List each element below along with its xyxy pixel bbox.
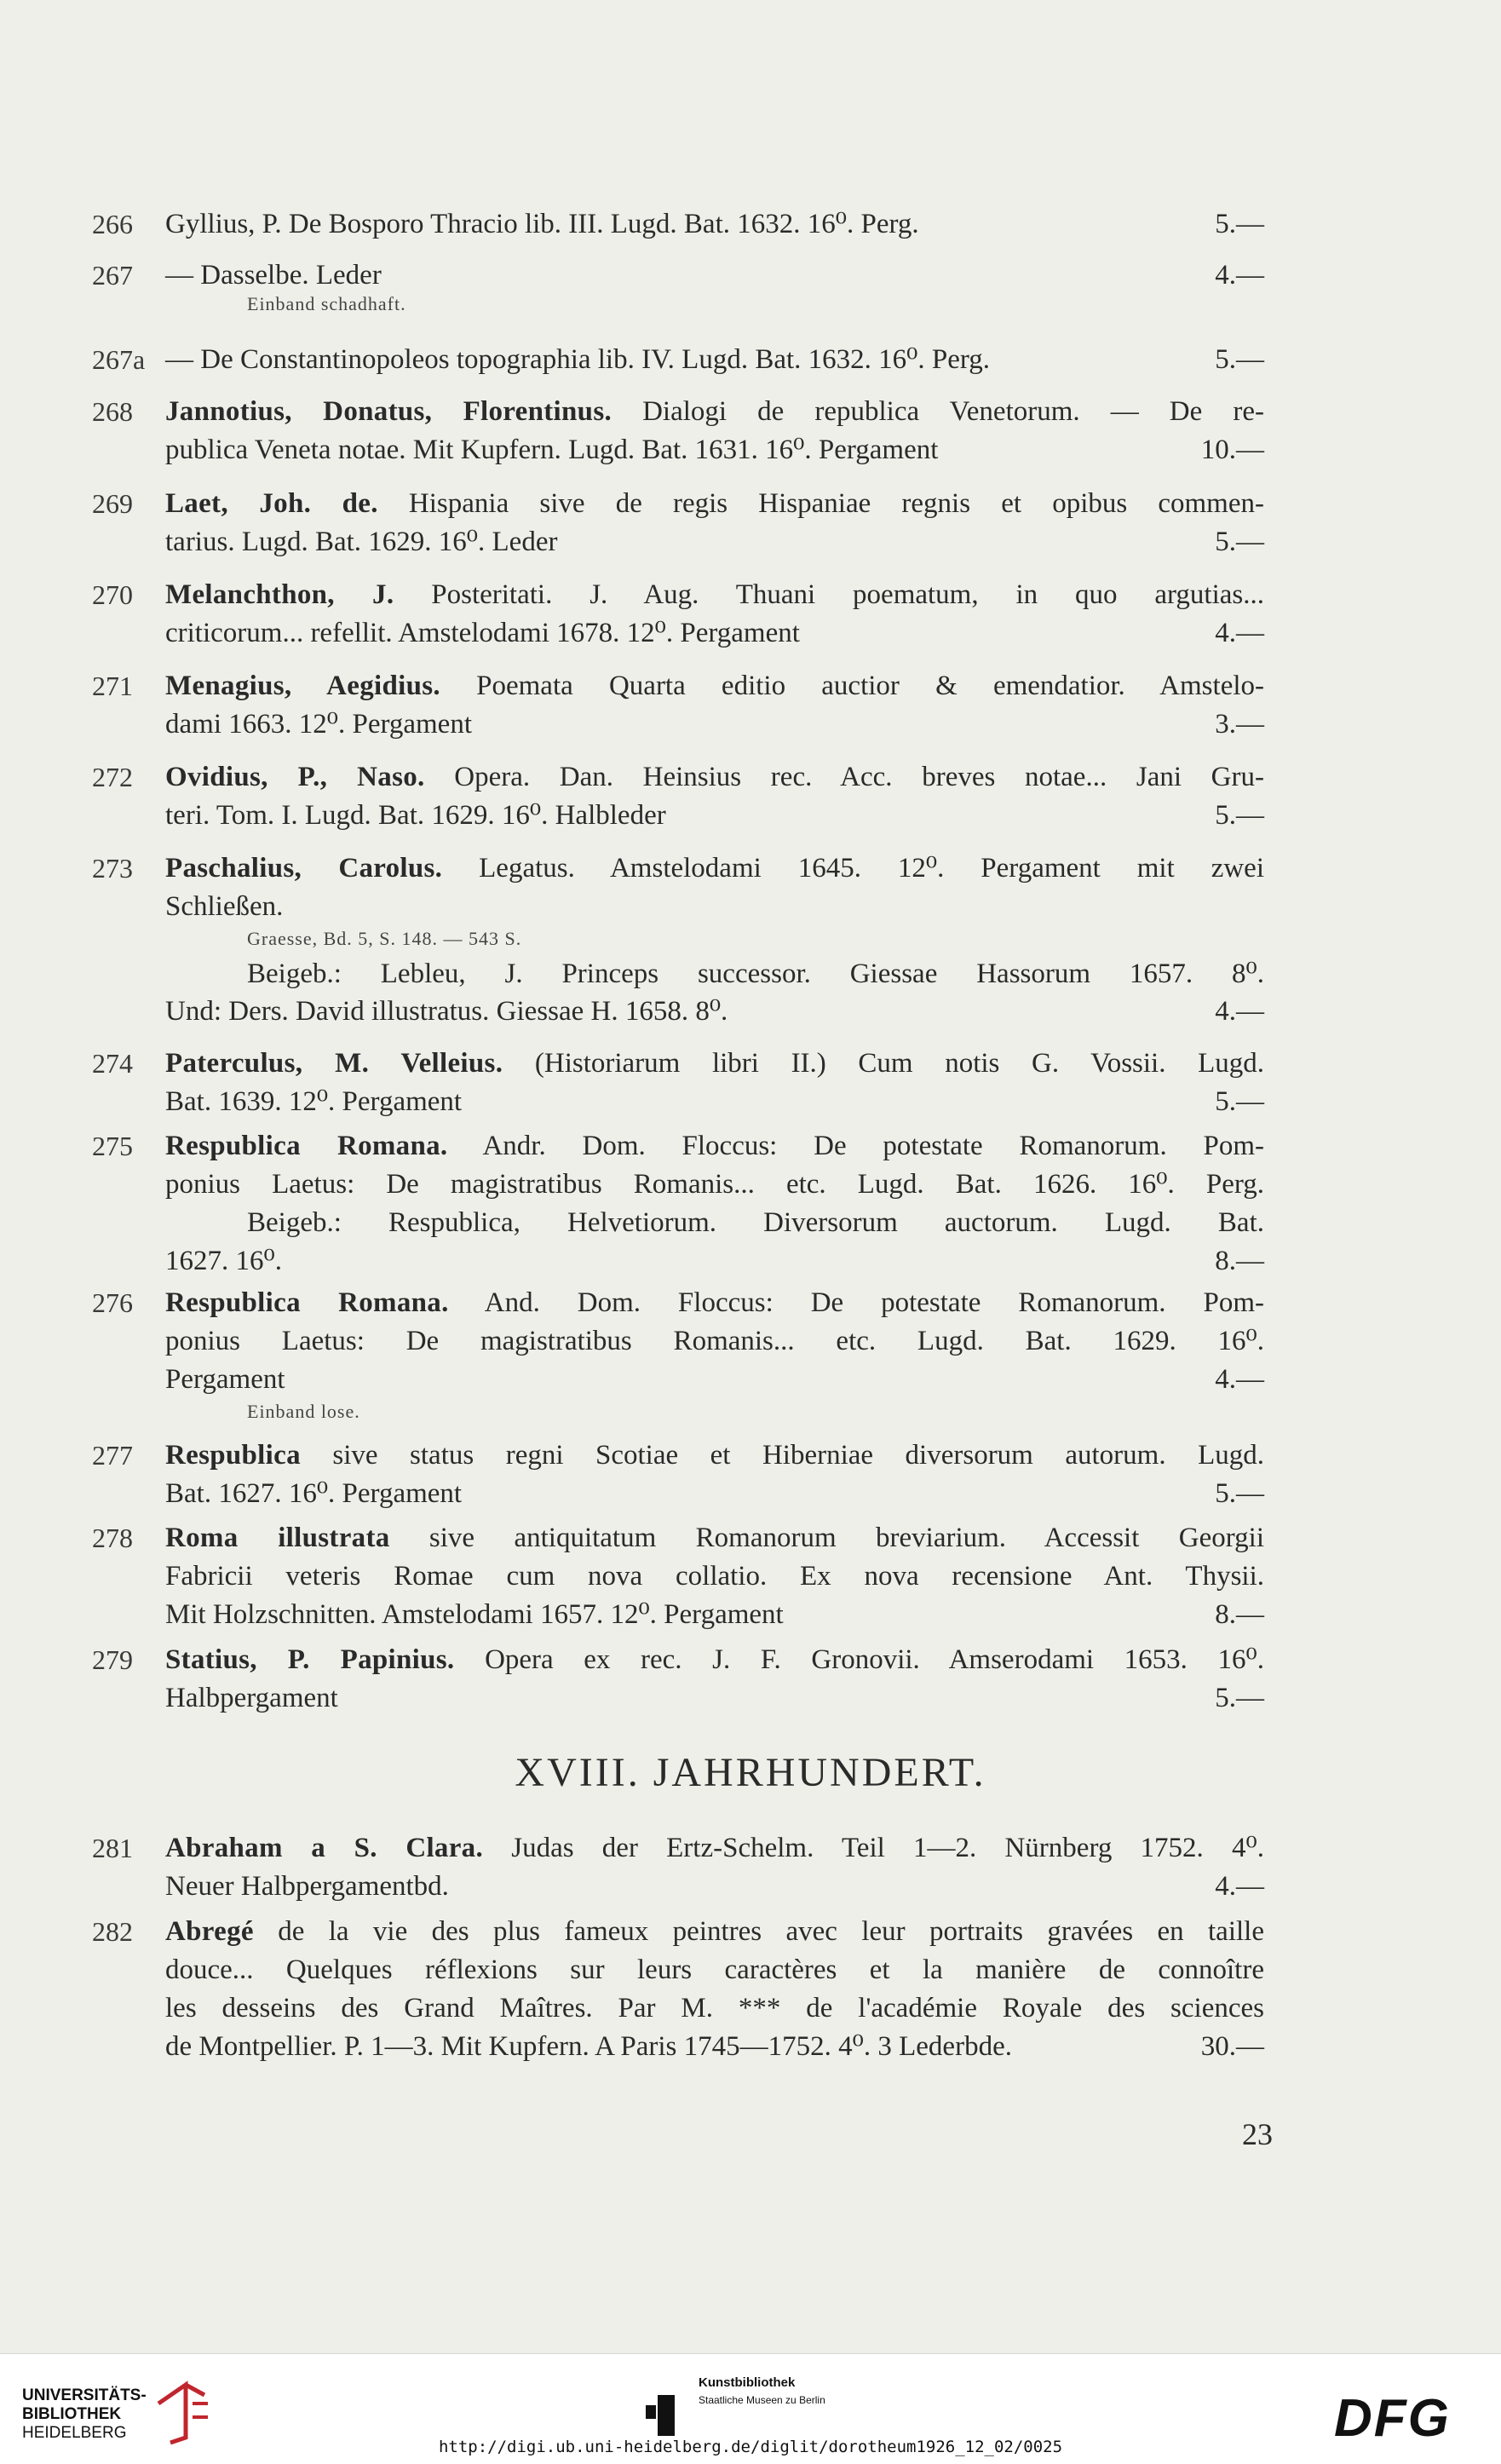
entry-price: 3.— — [1215, 709, 1264, 740]
entry-line: de Montpellier. P. 1—3. Mit Kupfern. A Paris 1745—1752. 4⁰. 3 Lederbde. — [165, 2031, 1012, 2062]
entry-number: 269 — [92, 488, 133, 519]
entry-author: Melanchthon, J. — [165, 579, 394, 610]
entry-line: Laet, Joh. de. Hispania sive de regis Hispaniae regnis et opibus commen- — [165, 488, 1264, 519]
entry-line: Jannotius, Donatus, Florentinus. Dialogi de republica Venetorum. — De re- — [165, 396, 1264, 427]
entry-line: ponius Laetus: De magistratibus Romanis... etc. Lugd. Bat. 1626. 16⁰. Perg. — [165, 1169, 1264, 1200]
library-logo-icon — [152, 2378, 213, 2446]
kunstbibliothek-logo-icon — [642, 2393, 680, 2438]
entry-line: Fabricii veteris Romae cum nova collatio. Ex nova recensione Ant. Thysii. — [165, 1561, 1264, 1592]
entry-price: 5.— — [1215, 1683, 1264, 1713]
entry-price: 10.— — [1200, 435, 1264, 465]
entry-line: Halbpergament — [165, 1683, 338, 1713]
entry-number: 281 — [92, 1833, 133, 1863]
library-line1: UNIVERSITÄTS- — [22, 2386, 147, 2404]
entry-price: 4.— — [1215, 1871, 1264, 1902]
entry-note: Einband schadhaft. — [247, 293, 406, 314]
entry-number: 266 — [92, 209, 133, 239]
entry-line: teri. Tom. I. Lugd. Bat. 1629. 16⁰. Halbleder — [165, 800, 666, 831]
entry-line: Paschalius, Carolus. Legatus. Amstelodami 1645. 12⁰. Pergament mit zwei — [165, 853, 1264, 884]
library-line2: BIBLIOTHEK — [22, 2405, 122, 2423]
entry-line: Menagius, Aegidius. Poemata Quarta editio auctior & emendatior. Amstelo- — [165, 671, 1264, 701]
entry-price: 8.— — [1215, 1599, 1264, 1630]
entry-author: Abraham a S. Clara. — [165, 1833, 484, 1863]
entry-line: Beigeb.: Respublica, Helvetiorum. Diversorum auctorum. Lugd. Bat. — [247, 1207, 1264, 1238]
entry-author: Respublica Romana. — [165, 1131, 448, 1161]
entry-line: Neuer Halbpergamentbd. — [165, 1871, 449, 1902]
entry-line: les desseins des Grand Maîtres. Par M. *** de l'académie Royale des sciences — [165, 1993, 1264, 2024]
kb-line2: Staatliche Museen zu Berlin — [699, 2394, 825, 2406]
entry-line: douce... Quelques réflexions sur leurs caractères et la manière de connoître — [165, 1955, 1264, 1985]
entry-author: Respublica — [165, 1440, 301, 1471]
entry-note: Einband lose. — [247, 1401, 360, 1422]
entry-line: Abraham a S. Clara. Judas der Ertz-Schelm. Teil 1—2. Nürnberg 1752. 4⁰. — [165, 1833, 1265, 1863]
entry-line: dami 1663. 12⁰. Pergament — [165, 709, 472, 740]
footer-bar — [0, 2353, 1501, 2464]
library-name — [22, 2386, 147, 2443]
entry-number: 279 — [92, 1644, 133, 1675]
entry-line: criticorum... refellit. Amstelodami 1678. 12⁰. Pergament — [165, 618, 800, 648]
entry-price: 4.— — [1215, 996, 1264, 1027]
entry-line: Und: Ders. David illustratus. Giessae H. 1658. 8⁰. — [165, 996, 728, 1027]
entry-price: 5.— — [1215, 527, 1264, 557]
entry-price: 4.— — [1215, 618, 1264, 648]
entry-line: Beigeb.: Lebleu, J. Princeps successor. Giessae Hassorum 1657. 8⁰. — [247, 959, 1264, 989]
entry-line: Bat. 1627. 16⁰. Pergament — [165, 1478, 463, 1509]
entry-number: 267 — [92, 260, 133, 291]
entry-price: 8.— — [1215, 1246, 1264, 1276]
page-number: 23 — [1242, 2117, 1273, 2151]
entry-line: 1627. 16⁰. — [165, 1246, 282, 1276]
entry-line: Pergament — [165, 1364, 285, 1395]
entry-line: Statius, P. Papinius. Opera ex rec. J. F. Gronovii. Amserodami 1653. 16⁰. — [165, 1644, 1264, 1675]
entry-line: Bat. 1639. 12⁰. Pergament — [165, 1086, 463, 1117]
entry-number: 276 — [92, 1287, 133, 1318]
kb-line1: Kunstbibliothek — [699, 2375, 796, 2390]
entry-line: publica Veneta notae. Mit Kupfern. Lugd. Bat. 1631. 16⁰. Pergament — [165, 435, 939, 465]
entry-author: Paschalius, Carolus. — [165, 853, 443, 884]
source-url-link[interactable]: http://digi.ub.uni-heidelberg.de/diglit/dorotheum1926_12_02/0025 — [438, 2438, 1063, 2456]
entry-number: 272 — [92, 762, 133, 792]
entry-number: 268 — [92, 396, 133, 427]
entry-number: 274 — [92, 1048, 133, 1079]
entry-line: Gyllius, P. De Bosporo Thracio lib. III. Lugd. Bat. 1632. 16⁰. Perg. — [165, 209, 919, 239]
entry-line: — Dasselbe. Leder — [165, 260, 382, 291]
entry-number: 282 — [92, 1916, 133, 1947]
entry-line: tarius. Lugd. Bat. 1629. 16⁰. Leder — [165, 527, 558, 557]
entry-price: 4.— — [1215, 1364, 1264, 1395]
entry-author: Laet, Joh. de. — [165, 488, 378, 519]
entry-price: 5.— — [1215, 800, 1264, 831]
entry-price: 5.— — [1215, 1478, 1264, 1509]
entry-price: 4.— — [1215, 260, 1264, 291]
entry-line: Roma illustrata sive antiquitatum Romanorum breviarium. Accessit Georgii — [165, 1523, 1264, 1553]
entry-number: 267a — [92, 344, 146, 375]
entry-number: 271 — [92, 671, 133, 701]
library-line3: HEIDELBERG — [22, 2424, 127, 2442]
entry-line: Respublica Romana. Andr. Dom. Floccus: De potestate Romanorum. Pom- — [165, 1131, 1264, 1161]
section-heading: XVIII. JAHRHUNDERT. — [515, 1750, 986, 1795]
entry-author: Abregé — [165, 1916, 254, 1947]
entry-line: — De Constantinopoleos topographia lib. IV. Lugd. Bat. 1632. 16⁰. Perg. — [165, 344, 991, 375]
entry-line: Melanchthon, J. Posteritati. J. Aug. Thuani poematum, in quo argutias... — [165, 579, 1264, 610]
entry-line: Respublica sive status regni Scotiae et Hiberniae diversorum autorum. Lugd. — [165, 1440, 1264, 1471]
entry-note: Graesse, Bd. 5, S. 148. — 543 S. — [247, 928, 522, 949]
entry-author: Statius, P. Papinius. — [165, 1644, 455, 1675]
entry-line: Schließen. — [165, 891, 284, 922]
entry-author: Ovidius, P., Naso. — [165, 762, 425, 792]
entry-author: Roma illustrata — [165, 1523, 390, 1553]
entry-author: Respublica Romana. — [165, 1287, 449, 1318]
entry-line: Paterculus, M. Velleius. (Historiarum libri II.) Cum notis G. Vossii. Lugd. — [165, 1048, 1264, 1079]
entry-line: ponius Laetus: De magistratibus Romanis... etc. Lugd. Bat. 1629. 16⁰. — [165, 1326, 1264, 1356]
dfg-logo: DFG — [1334, 2389, 1451, 2448]
entry-price: 5.— — [1215, 1086, 1264, 1117]
entry-price: 30.— — [1200, 2031, 1264, 2062]
entry-author: Jannotius, Donatus, Florentinus. — [165, 396, 612, 427]
entry-line: Ovidius, P., Naso. Opera. Dan. Heinsius rec. Acc. breves notae... Jani Gru- — [165, 762, 1264, 792]
entry-number: 278 — [92, 1523, 133, 1553]
kunstbibliothek-label — [699, 2375, 825, 2409]
entry-line: Abregé de la vie des plus fameux peintres avec leur portraits gravées en taille — [165, 1916, 1264, 1947]
entry-line: Mit Holzschnitten. Amstelodami 1657. 12⁰. Pergament — [165, 1599, 784, 1630]
entry-number: 275 — [92, 1131, 133, 1161]
entry-number: 270 — [92, 579, 133, 610]
entry-author: Paterculus, M. Velleius. — [165, 1048, 503, 1079]
entry-number: 277 — [92, 1440, 133, 1471]
entry-number: 273 — [92, 853, 133, 884]
entry-price: 5.— — [1215, 344, 1264, 375]
entry-price: 5.— — [1215, 209, 1264, 239]
entry-line: Respublica Romana. And. Dom. Floccus: De potestate Romanorum. Pom- — [165, 1287, 1264, 1318]
entry-author: Menagius, Aegidius. — [165, 671, 440, 701]
